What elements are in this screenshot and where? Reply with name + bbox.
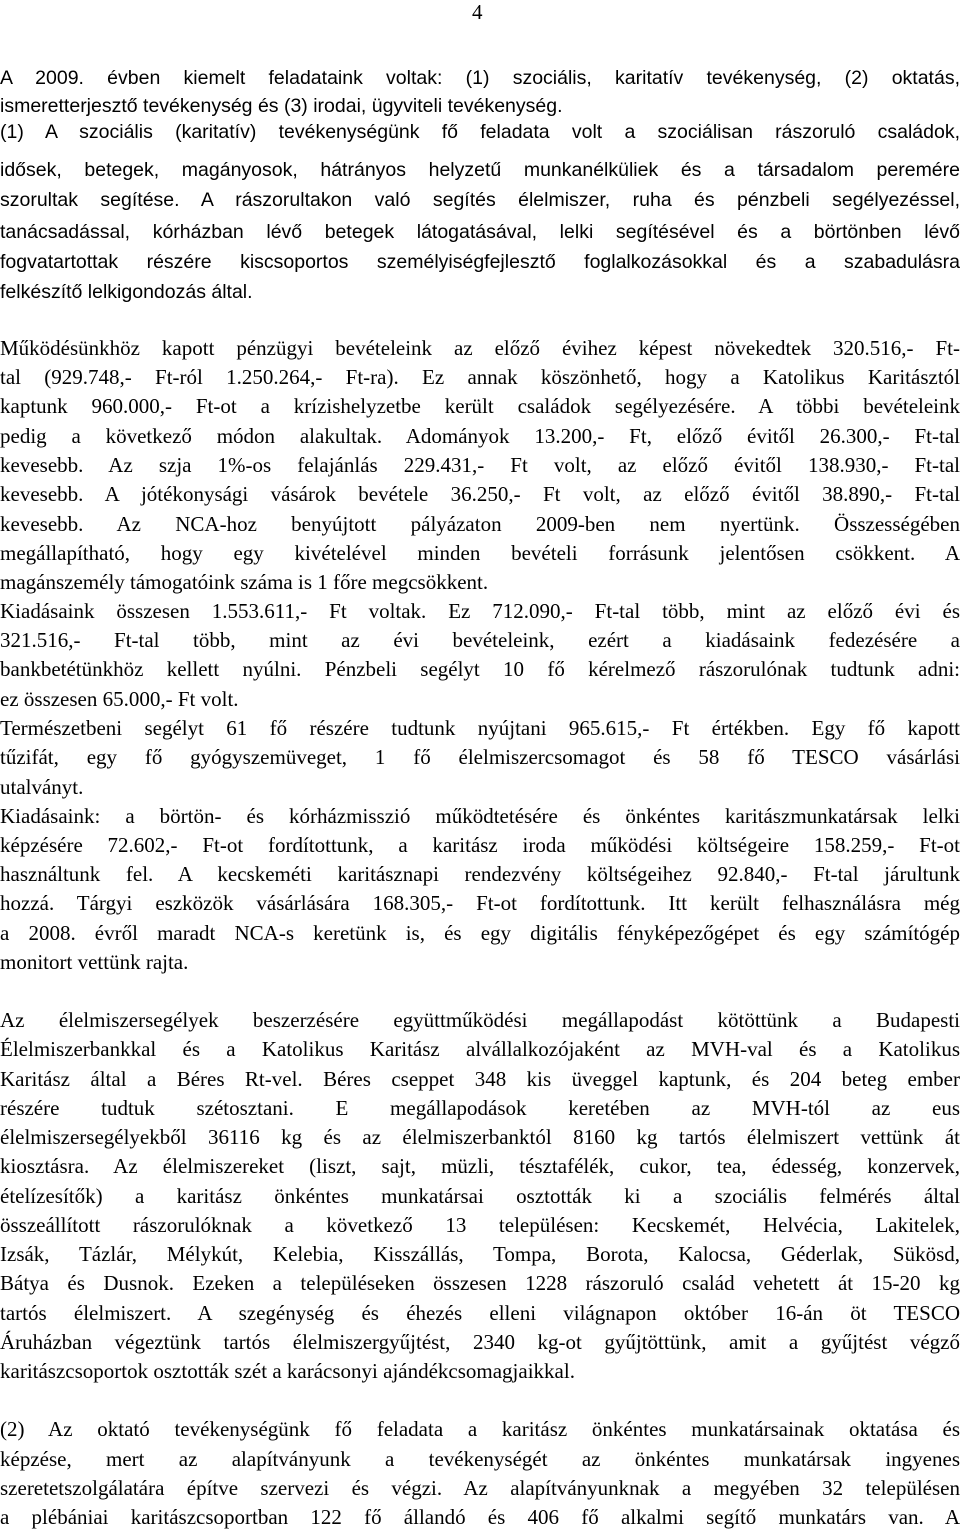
text-line: karitászcsoportok osztották szét a karácsonyi ajándékcsomagjaikkal. [0,1359,575,1383]
text-line: pedig a következő módon alakultak. Adományok 13.200,- Ft, előző évitől 26.300,- Ft-tal [0,424,960,448]
text-line: Karitász által a Béres Rt-vel. Béres cseppet 348 kis üveggel kaptunk, és 204 beteg ember [0,1067,960,1091]
text-line: Áruházban végeztünk tartós élelmiszergyűjtést, 2340 kg-ot gyűjtöttünk, amit a gyűjtést végző [0,1330,960,1354]
text-line: (2) Az oktató tevékenységünk fő feladata a karitász önkéntes munkatársainak oktatása és [0,1417,960,1441]
text-line: magánszemély támogatóink száma is 1 főre megcsökkent. [0,570,489,594]
page-number: 4 [472,0,483,24]
text-line: élelmiszersegélyekből 36116 kg és az élelmiszerbanktól 8160 kg tartós élelmiszert vettünk át [0,1125,960,1149]
text-line: tanácsadással, kórházban lévő betegek látogatásával, lelki segítésével és a börtönben lévő [0,221,960,243]
text-line: ismeretterjesztő tevékenység és (3) irodai, ügyviteli tevékenység. [0,95,563,117]
text-line: 321.516,- Ft-tal több, mint az évi bevételeink, ezért a kiadásaink fedezésére a [0,628,960,652]
text-line: részére tudtuk szétosztani. E megállapodások keretében az MVH-tól az eus [0,1096,960,1120]
text-line: ételízesítők) a karitász önkéntes munkatársai osztották ki a szociális felmérés által [0,1184,960,1208]
text-line: A 2009. évben kiemelt feladataink voltak: (1) szociális, karitatív tevékenység, (2) oktatás, [0,67,960,89]
text-line: idősek, betegek, magányosok, hátrányos helyzetű munkanélküliek és a társadalom peremére [0,159,960,181]
text-line: Bátya és Dusnok. Ezeken a településeken összesen 1228 rászoruló család vehetett át 15-20 kg [0,1271,960,1295]
text-line: szorultak segítése. A rászorultakon való segítés élelmiszer, ruha és pénzbeli segélyezéssel, [0,189,960,211]
text-line: Természetbeni segélyt 61 fő részére tudtunk nyújtani 965.615,- Ft értékben. Egy fő kapott [0,716,960,740]
text-line: használtunk fel. A kecskeméti karitásznapi rendezvény költségeihez 92.840,- Ft-tal járultunk [0,862,960,886]
text-line: fogvatartottak részére kiscsoportos személyiségfejlesztő foglalkozásokkal és a szabadulásra [0,251,960,273]
text-line: képzésére 72.602,- Ft-ot fordítottunk, a karitász iroda működési költségeire 158.259,- Ft-ot [0,833,960,857]
text-line: kevesebb. A jótékonysági vásárok bevétele 36.250,- Ft volt, az előző évitől 38.890,- Ft-tal [0,482,960,506]
text-line: összeállított rászorulóknak a következő 13 településen: Kecskemét, Helvécia, Lakitelek, [0,1213,960,1237]
text-line: utalványt. [0,775,84,799]
text-line: Izsák, Tázlár, Mélykút, Kelebia, Kisszállás, Tompa, Borota, Kalocsa, Géderlak, Sükösd, [0,1242,960,1266]
text-line: Működésünkhöz kapott pénzügyi bevételeink az előző évihez képest növekedtek 320.516,- Ft- [0,336,960,360]
text-line: kevesebb. Az NCA-hoz benyújtott pályázaton 2009-ben nem nyertünk. Összességében [0,512,960,536]
text-line: kevesebb. Az szja 1%-os felajánlás 229.431,- Ft volt, az előző évitől 138.930,- Ft-tal [0,453,960,477]
text-line: képzése, mert az alapítványunk a tevékenységét az önkéntes munkatársak ingyenes [0,1447,960,1471]
text-line: Az élelmiszersegélyek beszerzésére együttműködési megállapodást kötöttünk a Budapesti [0,1008,960,1032]
text-line: a plébániai karitászcsoportban 122 fő állandó és 406 fő alkalmi segítő munkatárs van. A [0,1505,960,1529]
text-line: tartós élelmiszert. A szegénység és éhezés elleni világnapon október 16-án öt TESCO [0,1301,960,1325]
text-line: (1) A szociális (karitatív) tevékenységünk fő feladata volt a szociálisan rászoruló családok, [0,121,960,143]
text-line: Élelmiszerbankkal és a Katolikus Karitász alvállalkozójaként az MVH-val és a Katolikus [0,1037,960,1061]
text-line: szeretetszolgálatára építve szervezi és végzi. Az alapítványunknak a megyében 32 településen [0,1476,960,1500]
text-line: Kiadásaink összesen 1.553.611,- Ft voltak. Ez 712.090,- Ft-tal több, mint az előző évi és [0,599,960,623]
text-line: bankbetétünkhöz kellett nyúlni. Pénzbeli segélyt 10 fő kérelmező rászorulónak tudtunk adni: [0,657,960,681]
text-line: felkészítő lelkigondozás által. [0,281,253,303]
text-line: tűzifát, egy fő gyógyszemüveget, 1 fő élelmiszercsomagot és 58 fő TESCO vásárlási [0,745,960,769]
text-line: ez összesen 65.000,- Ft volt. [0,687,239,711]
text-line: tal (929.748,- Ft-ról 1.250.264,- Ft-ra). Ez annak köszönhető, hogy a Katolikus Karitásztól [0,365,960,389]
text-line: hozzá. Tárgyi eszközök vásárlására 168.305,- Ft-ot fordítottunk. Itt került felhasználásra még [0,891,960,915]
text-line: Kiadásaink: a börtön- és kórházmisszió működtetésére és önkéntes karitászmunkatársak lelki [0,804,960,828]
text-line: a 2008. évről maradt NCA-s keretünk is, és egy digitális fényképezőgépet és egy számítógép [0,921,960,945]
text-line: megállapítható, hogy egy kivételével minden bevételi forrásunk jelentősen csökkent. A [0,541,960,565]
text-line: kaptunk 960.000,- Ft-ot a krízishelyzetbe került családok segélyezésére. A többi bevételeink [0,394,960,418]
text-line: monitort vettünk rajta. [0,950,189,974]
text-line: kiosztásra. Az élelmiszereket (liszt, sajt, müzli, tésztafélék, cukor, tea, édesség, konzervek, [0,1154,960,1178]
